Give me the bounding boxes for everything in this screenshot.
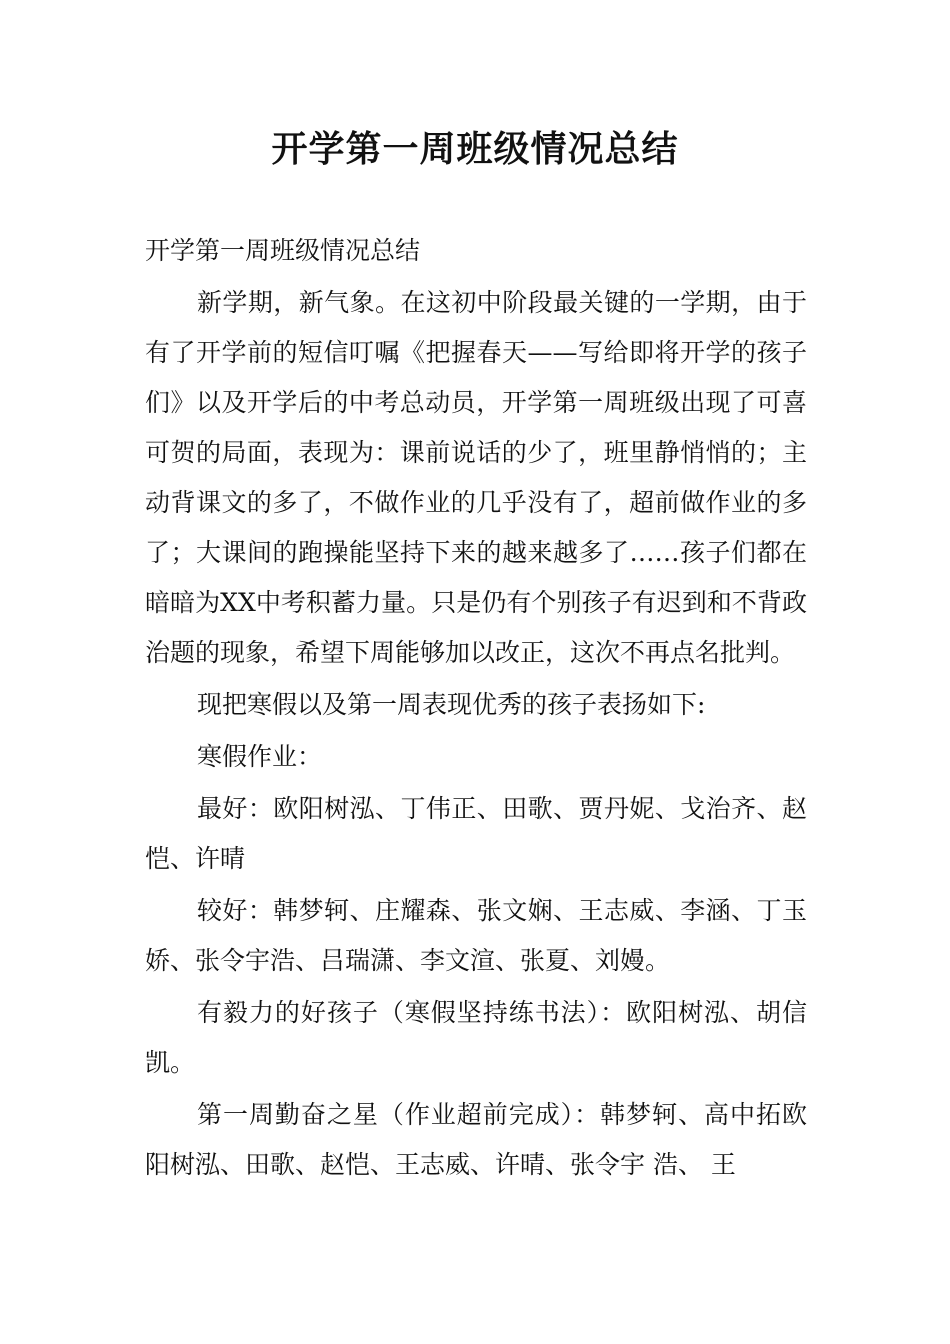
- paragraph-intro: 新学期，新气象。在这初中阶段最关键的一学期，由于有了开学前的短信叮嘱《把握春天——写给即将开学的孩子们》以及开学后的中考总动员，开学第一周班级出现了可喜可贺的局面，表现为：课前说话的少了，班里静悄悄的；主动背课文的多了，不做作业的几乎没有了，超前做作业的多了；大课间的跑操能坚持下来的越来越多了……孩子们都在暗暗为XX中考积蓄力量。只是仍有个别孩子有迟到和不背政治题的现象，希望下周能够加以改正，这次不再点名批判。: [145, 288, 807, 667]
- paragraph-good: 较好：韩梦轲、庄耀森、张文娴、王志威、李涵、丁玉娇、张令宇浩、吕瑞潇、李文渲、张夏、刘嫚。: [145, 896, 807, 975]
- paragraph-best: 最好：欧阳树泓、丁伟正、田歌、贾丹妮、戈治齐、赵恺、许晴: [145, 794, 807, 873]
- paragraph-diligent-stars: 第一周勤奋之星（作业超前完成）：韩梦轲、高中拓欧阳树泓、田歌、赵恺、王志威、许晴、张令宇 浩、 王: [145, 1100, 807, 1179]
- paragraph-winter-homework: 寒假作业：: [197, 742, 323, 771]
- paragraph-heading: 开学第一周班级情况总结: [145, 236, 421, 265]
- paragraph-praise-lead: 现把寒假以及第一周表现优秀的孩子表扬如下:: [197, 690, 706, 719]
- document-body: [145, 226, 807, 1192]
- paragraph-persistent: 有毅力的好孩子（寒假坚持练书法）：欧阳树泓、胡信凯。: [145, 998, 807, 1077]
- document-title: 开学第一周班级情况总结: [271, 129, 679, 170]
